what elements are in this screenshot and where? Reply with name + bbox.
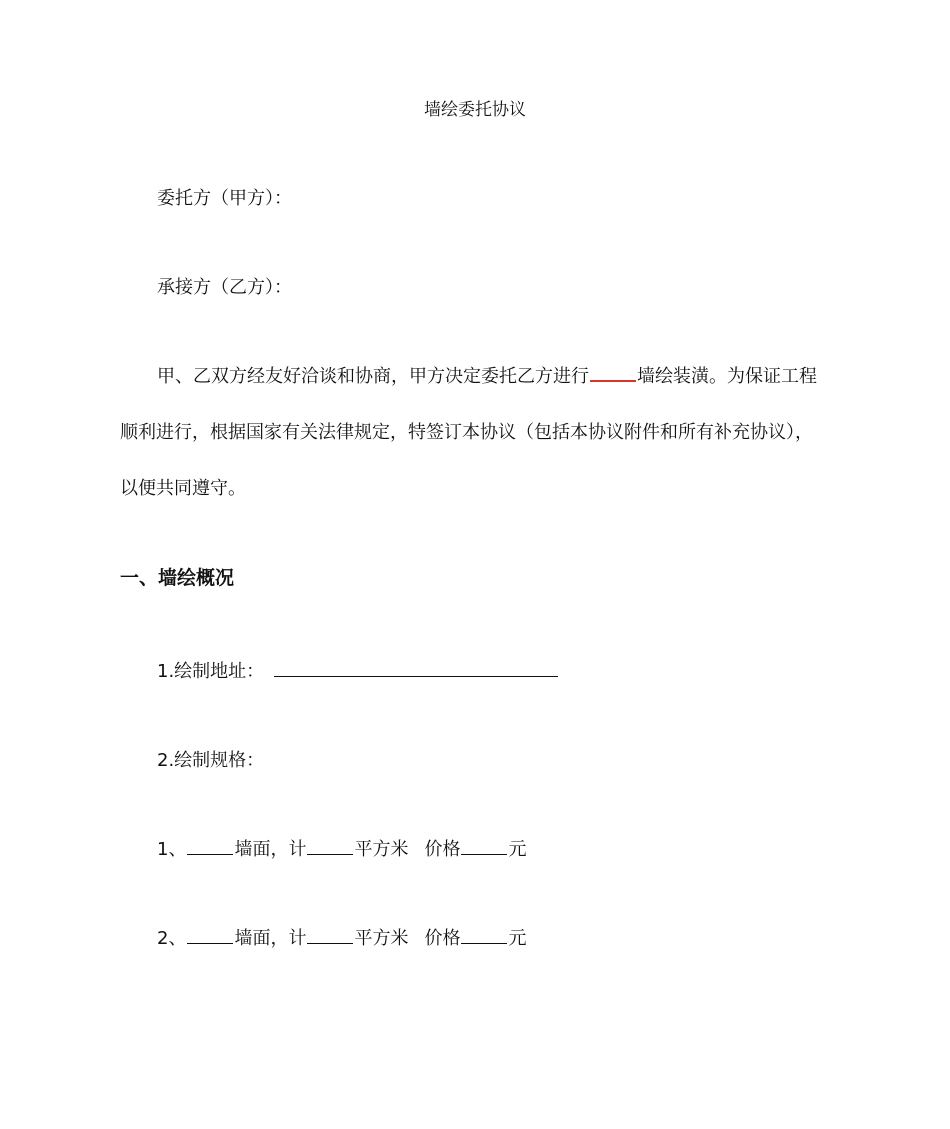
- address-row: [157, 660, 559, 684]
- spec-item-area-unit: 平方米: [354, 928, 409, 949]
- intro-line-1: [157, 365, 817, 389]
- spec-item: [157, 927, 526, 951]
- intro-line-3: 以便共同遵守。: [120, 478, 246, 499]
- party-a-label: 委托方（甲方）：: [157, 188, 292, 209]
- intro-line-2: 顺利进行，根据国家有关法律规定，特签订本协议（包括本协议附件和所有补充协议），: [120, 422, 813, 443]
- spec-item-prefix: 2、: [157, 928, 187, 949]
- spec-item: [157, 838, 526, 862]
- spec-item-wall: 墙面，计: [234, 928, 307, 949]
- intro-line-1-text-a: 甲、乙双方经友好洽谈和协商，甲方决定委托乙方进行: [157, 366, 589, 387]
- spec-item-currency: 元: [508, 928, 527, 949]
- wall-blank[interactable]: [187, 942, 233, 944]
- price-blank[interactable]: [461, 853, 507, 855]
- address-blank[interactable]: [274, 675, 558, 677]
- section-1-heading: 一、墙绘概况: [120, 567, 235, 589]
- price-blank[interactable]: [461, 942, 507, 944]
- project-blank[interactable]: [590, 379, 636, 382]
- party-b-label: 承接方（乙方）：: [157, 277, 292, 298]
- spec-item-price-label: 价格: [424, 839, 461, 860]
- spec-item-price-label: 价格: [424, 928, 461, 949]
- spec-label: 2.绘制规格：: [157, 750, 265, 771]
- spec-item-prefix: 1、: [157, 839, 187, 860]
- spec-item-currency: 元: [508, 839, 527, 860]
- area-blank[interactable]: [307, 942, 353, 944]
- intro-line-1-text-b: 墙绘装潢。为保证工程: [637, 366, 817, 387]
- area-blank[interactable]: [307, 853, 353, 855]
- spec-item-area-unit: 平方米: [354, 839, 409, 860]
- wall-blank[interactable]: [187, 853, 233, 855]
- address-label: 1.绘制地址：: [157, 661, 265, 682]
- document-title: 墙绘委托协议: [424, 100, 526, 120]
- spec-item-wall: 墙面，计: [234, 839, 307, 860]
